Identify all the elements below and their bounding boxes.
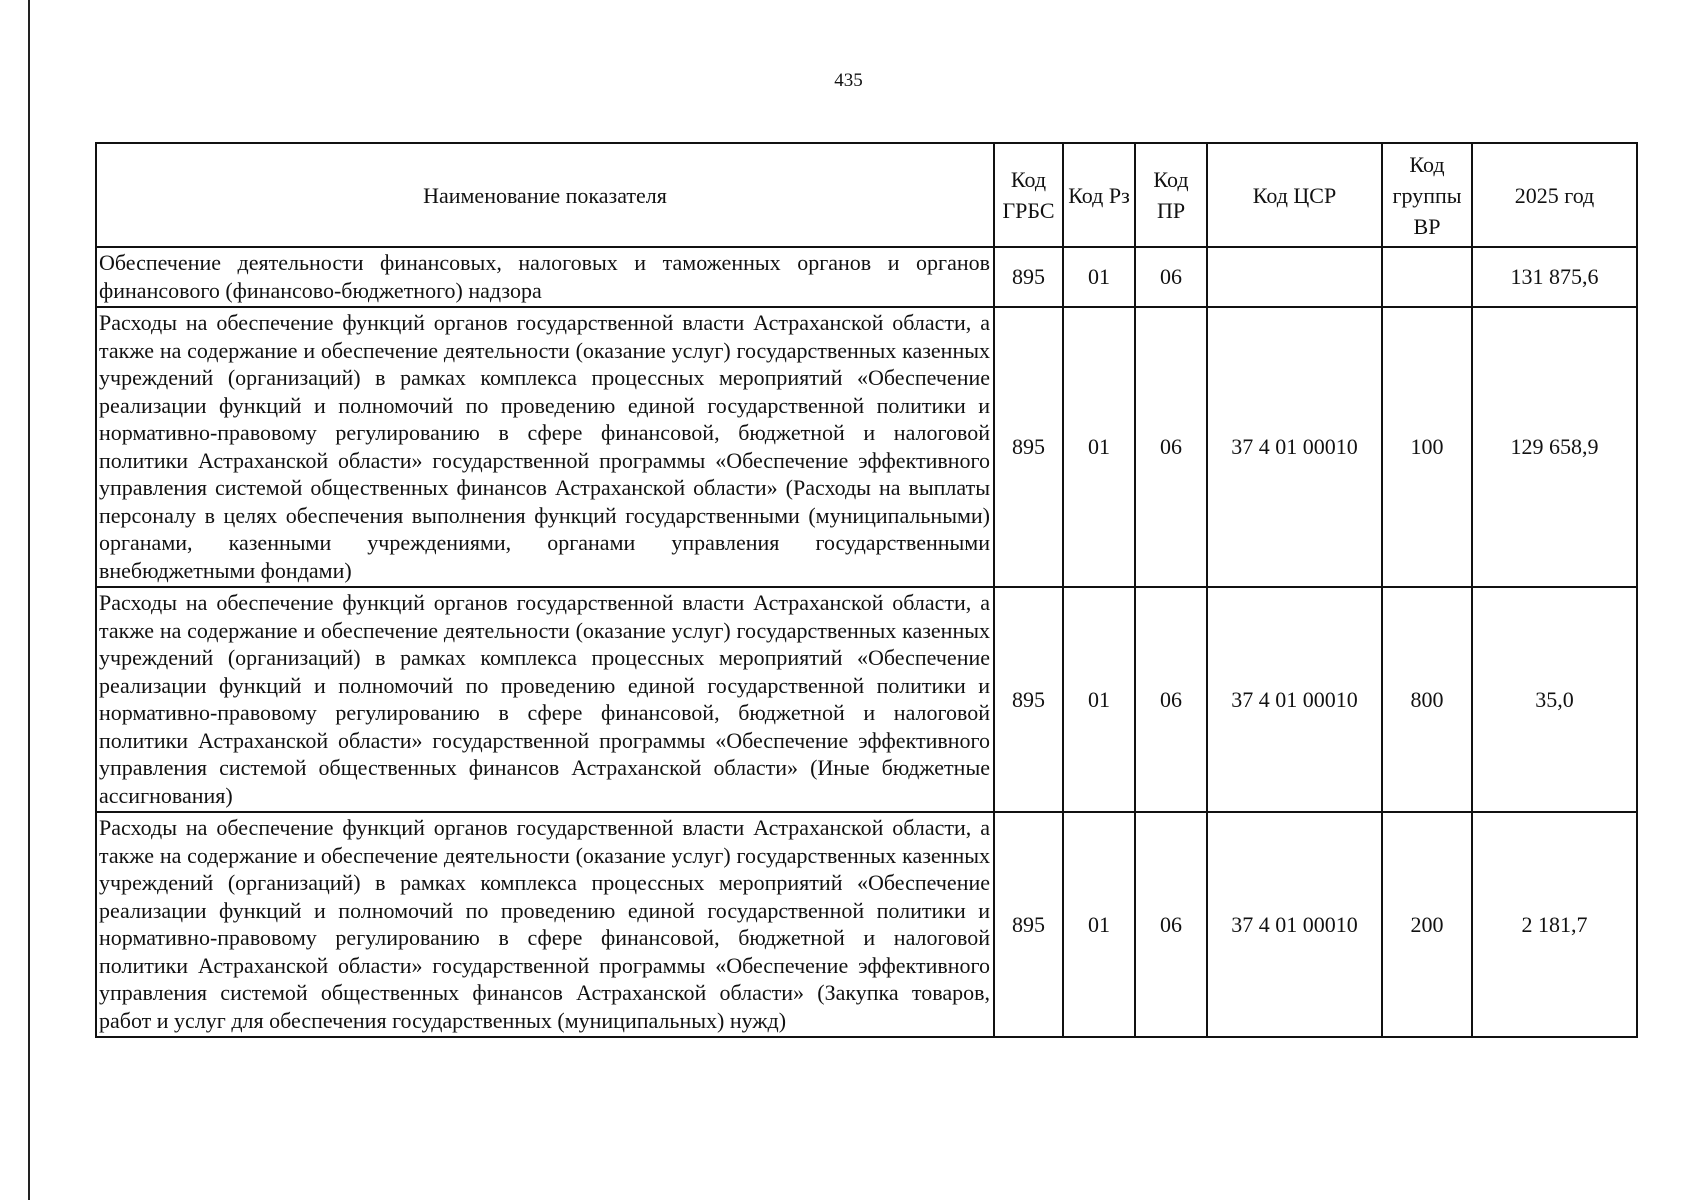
table-row (96, 587, 1637, 812)
header-csr: Код ЦСР (1207, 143, 1382, 247)
header-pr: Код ПР (1135, 143, 1207, 247)
row-csr (1207, 247, 1382, 307)
header-vr: Код группы ВР (1382, 143, 1472, 247)
header-rz: Код Рз (1063, 143, 1135, 247)
row-amount: 35,0 (1472, 587, 1637, 812)
row-rz: 01 (1063, 307, 1135, 587)
row-vr: 100 (1382, 307, 1472, 587)
row-grbs: 895 (994, 247, 1063, 307)
row-name: Расходы на обеспечение функций органов государственной власти Астраханской области, а также на содержание и обеспечение деятельности (оказание услуг) государственных казенных учреждений (организаций) в рамках комплекса процессных мероприятий «Обеспечение реализации функций и полномочий по проведению единой государственной политики и нормативно-правовому регулированию в сфере финансовой, бюджетной и налоговой политики Астраханской области» государственной программы «Обеспечение эффективного управления системой общественных финансов Астраханской области» (Иные бюджетные ассигнования) (96, 587, 994, 812)
row-vr: 200 (1382, 812, 1472, 1037)
row-name: Расходы на обеспечение функций органов государственной власти Астраханской области, а также на содержание и обеспечение деятельности (оказание услуг) государственных казенных учреждений (организаций) в рамках комплекса процессных мероприятий «Обеспечение реализации функций и полномочий по проведению единой государственной политики и нормативно-правовому регулированию в сфере финансовой, бюджетной и налоговой политики Астраханской области» государственной программы «Обеспечение эффективного управления системой общественных финансов Астраханской области» (Расходы на выплаты персоналу в целях обеспечения выполнения функций государственными (муниципальными) органами, казенными учреждениями, органами управления государственными внебюджетными фондами) (96, 307, 994, 587)
row-grbs: 895 (994, 812, 1063, 1037)
row-csr: 37 4 01 00010 (1207, 587, 1382, 812)
row-vr: 800 (1382, 587, 1472, 812)
table-row (96, 307, 1637, 587)
row-grbs: 895 (994, 587, 1063, 812)
row-rz: 01 (1063, 247, 1135, 307)
row-pr: 06 (1135, 247, 1207, 307)
row-rz: 01 (1063, 587, 1135, 812)
row-pr: 06 (1135, 307, 1207, 587)
binding-margin-line (28, 0, 30, 1200)
header-grbs: Код ГРБС (994, 143, 1063, 247)
row-csr: 37 4 01 00010 (1207, 307, 1382, 587)
header-name: Наименование показателя (96, 143, 994, 247)
row-vr (1382, 247, 1472, 307)
table-row (96, 812, 1637, 1037)
row-amount: 129 658,9 (1472, 307, 1637, 587)
row-name: Обеспечение деятельности финансовых, налоговых и таможенных органов и органов финансового (финансово-бюджетного) надзора (96, 247, 994, 307)
row-grbs: 895 (994, 307, 1063, 587)
row-pr: 06 (1135, 812, 1207, 1037)
row-csr: 37 4 01 00010 (1207, 812, 1382, 1037)
header-year: 2025 год (1472, 143, 1637, 247)
row-amount: 2 181,7 (1472, 812, 1637, 1037)
row-name: Расходы на обеспечение функций органов государственной власти Астраханской области, а также на содержание и обеспечение деятельности (оказание услуг) государственных казенных учреждений (организаций) в рамках комплекса процессных мероприятий «Обеспечение реализации функций и полномочий по проведению единой государственной политики и нормативно-правовому регулированию в сфере финансовой, бюджетной и налоговой политики Астраханской области» государственной программы «Обеспечение эффективного управления системой общественных финансов Астраханской области» (Закупка товаров, работ и услуг для обеспечения государственных (муниципальных) нужд) (96, 812, 994, 1037)
row-amount: 131 875,6 (1472, 247, 1637, 307)
header-row (96, 143, 1637, 247)
table-row (96, 247, 1637, 307)
page-number: 435 (834, 70, 863, 91)
budget-table (95, 142, 1638, 1038)
row-pr: 06 (1135, 587, 1207, 812)
row-rz: 01 (1063, 812, 1135, 1037)
